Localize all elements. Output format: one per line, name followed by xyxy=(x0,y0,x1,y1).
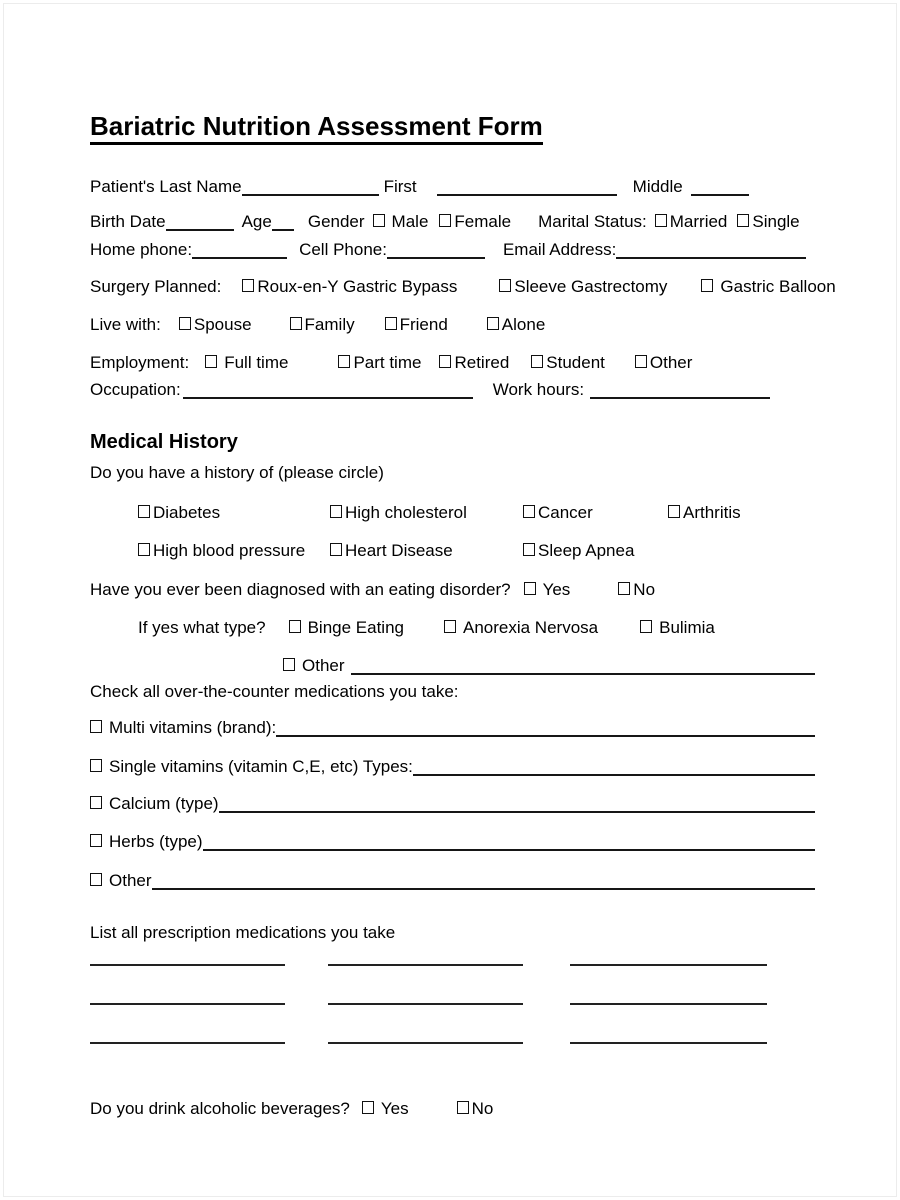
opt-multi-vitamins xyxy=(90,717,276,739)
otc-heading-row xyxy=(90,681,815,703)
employment-label: Employment: xyxy=(90,353,190,372)
eating-disorder-no-label: No xyxy=(633,580,656,599)
prescription-line[interactable] xyxy=(570,983,767,1005)
email-field[interactable] xyxy=(616,253,806,259)
surgery-label: Surgery Planned: xyxy=(90,277,222,296)
binge-eating-label: Binge Eating xyxy=(307,618,404,637)
checkbox-diabetes[interactable] xyxy=(138,505,150,518)
live-with-label: Live with: xyxy=(90,315,161,334)
high-blood-pressure-label: High blood pressure xyxy=(153,541,306,560)
prescription-line[interactable] xyxy=(90,944,285,966)
opt-sleeve-gastrectomy xyxy=(499,276,667,298)
otc-other-label: Other xyxy=(109,871,152,890)
diabetes-label: Diabetes xyxy=(153,503,221,522)
checkbox-sleep-apnea[interactable] xyxy=(523,543,535,556)
live-with-row xyxy=(90,314,815,336)
checkbox-bulimia[interactable] xyxy=(640,620,652,633)
cell-phone-label: Cell Phone: xyxy=(299,240,387,259)
alcohol-question: Do you drink alcoholic beverages? xyxy=(90,1099,350,1118)
work-hours-label: Work hours: xyxy=(492,380,585,399)
opt-diabetes xyxy=(138,502,330,524)
prescription-line[interactable] xyxy=(570,1022,767,1044)
first-name-label: First xyxy=(383,177,417,196)
high-cholesterol-label: High cholesterol xyxy=(345,503,467,522)
checkbox-friend[interactable] xyxy=(385,317,397,330)
opt-high-cholesterol xyxy=(330,502,523,524)
checkbox-married[interactable] xyxy=(655,214,667,227)
checkbox-full-time[interactable] xyxy=(205,355,217,368)
opt-retired xyxy=(439,352,509,374)
checkbox-roux-en-y[interactable] xyxy=(242,279,254,292)
occupation-field[interactable] xyxy=(183,393,473,399)
form-title: Bariatric Nutrition Assessment Form xyxy=(90,112,543,145)
calcium-label: Calcium (type) xyxy=(109,794,219,813)
arthritis-label: Arthritis xyxy=(683,503,741,522)
cancer-label: Cancer xyxy=(538,503,593,522)
alcohol-yes-label: Yes xyxy=(380,1099,409,1118)
female-label: Female xyxy=(454,212,512,231)
opt-high-blood-pressure xyxy=(138,540,330,562)
married-label: Married xyxy=(669,212,728,231)
birth-date-field[interactable] xyxy=(166,225,234,231)
disorder-type-row xyxy=(138,617,815,639)
checkbox-spouse[interactable] xyxy=(179,317,191,330)
opt-otc-other xyxy=(90,870,152,892)
conditions-row-2 xyxy=(138,540,815,562)
checkbox-alcohol-yes[interactable] xyxy=(362,1101,374,1114)
calcium-field[interactable] xyxy=(219,807,815,813)
opt-gastric-balloon xyxy=(701,276,835,298)
birth-row xyxy=(90,211,815,233)
otc-other-field[interactable] xyxy=(152,884,815,890)
middle-name-field[interactable] xyxy=(691,190,749,196)
sleeve-gastrectomy-label: Sleeve Gastrectomy xyxy=(514,277,668,296)
form-title-row xyxy=(90,112,815,145)
disorder-other-field[interactable] xyxy=(351,669,815,675)
prescription-line[interactable] xyxy=(328,1022,523,1044)
anorexia-nervosa-label: Anorexia Nervosa xyxy=(462,618,599,637)
otc-heading: Check all over-the-counter medications you take: xyxy=(90,682,459,701)
checkbox-binge-eating[interactable] xyxy=(289,620,301,633)
opt-student xyxy=(531,352,605,374)
opt-sleep-apnea xyxy=(523,540,634,562)
checkbox-male[interactable] xyxy=(373,214,385,227)
herbs-label: Herbs (type) xyxy=(109,832,203,851)
single-vitamins-field[interactable] xyxy=(413,770,815,776)
prescription-line[interactable] xyxy=(328,983,523,1005)
checkbox-single[interactable] xyxy=(737,214,749,227)
alcohol-row xyxy=(90,1098,815,1120)
herbs-field[interactable] xyxy=(203,845,815,851)
home-phone-label: Home phone: xyxy=(90,240,193,259)
otc-herbs-row xyxy=(90,831,815,853)
opt-single xyxy=(737,211,799,233)
birth-date-label: Birth Date xyxy=(90,212,166,231)
opt-arthritis xyxy=(668,502,741,524)
opt-family xyxy=(290,314,355,336)
full-time-label: Full time xyxy=(224,353,289,372)
checkbox-heart-disease[interactable] xyxy=(330,543,342,556)
alone-label: Alone xyxy=(501,315,546,334)
email-label: Email Address: xyxy=(502,240,617,259)
employment-other-label: Other xyxy=(649,353,693,372)
opt-cancer xyxy=(523,502,668,524)
employment-row xyxy=(90,352,815,374)
checkbox-student[interactable] xyxy=(531,355,543,368)
eating-disorder-row xyxy=(90,579,815,601)
prescription-line[interactable] xyxy=(90,1022,285,1044)
checkbox-otc-other[interactable] xyxy=(90,873,102,886)
checkbox-retired[interactable] xyxy=(439,355,451,368)
disorder-other-label: Other xyxy=(302,656,345,675)
opt-bulimia xyxy=(640,617,715,639)
checkbox-high-blood-pressure[interactable] xyxy=(138,543,150,556)
alcohol-no-label: No xyxy=(471,1099,494,1118)
prescription-row-2 xyxy=(90,983,815,1005)
opt-friend xyxy=(385,314,448,336)
opt-eating-disorder-yes xyxy=(524,579,571,601)
sleep-apnea-label: Sleep Apnea xyxy=(538,541,635,560)
prescription-line[interactable] xyxy=(328,944,523,966)
roux-en-y-label: Roux-en-Y Gastric Bypass xyxy=(257,277,458,296)
checkbox-arthritis[interactable] xyxy=(668,505,680,518)
last-name-field[interactable] xyxy=(242,190,379,196)
otc-calcium-row xyxy=(90,793,815,815)
opt-spouse xyxy=(179,314,252,336)
occupation-label: Occupation: xyxy=(90,380,181,399)
eating-disorder-yes-label: Yes xyxy=(542,580,571,599)
opt-part-time xyxy=(338,352,421,374)
part-time-label: Part time xyxy=(353,353,422,372)
middle-name-label: Middle xyxy=(632,177,683,196)
opt-single-vitamins xyxy=(90,756,413,778)
opt-binge-eating xyxy=(289,617,404,639)
opt-female xyxy=(439,211,511,233)
checkbox-cancer[interactable] xyxy=(523,505,535,518)
student-label: Student xyxy=(546,353,605,372)
opt-heart-disease xyxy=(330,540,523,562)
checkbox-alone[interactable] xyxy=(487,317,499,330)
male-label: Male xyxy=(391,212,429,231)
single-label: Single xyxy=(752,212,800,231)
checkbox-employment-other[interactable] xyxy=(635,355,647,368)
opt-anorexia-nervosa xyxy=(444,617,598,639)
eating-disorder-question: Have you ever been diagnosed with an eating disorder? xyxy=(90,580,511,599)
single-vitamins-label: Single vitamins (vitamin C,E, etc) Types: xyxy=(109,757,413,776)
multi-vitamins-field[interactable] xyxy=(276,731,815,737)
checkbox-disorder-other[interactable] xyxy=(283,658,295,671)
opt-roux-en-y xyxy=(242,276,457,298)
family-label: Family xyxy=(304,315,355,334)
cell-phone-field[interactable] xyxy=(387,253,485,259)
checkbox-gastric-balloon[interactable] xyxy=(701,279,713,292)
medical-history-heading: Medical History xyxy=(90,431,238,453)
first-name-field[interactable] xyxy=(437,190,617,196)
prescription-row-1 xyxy=(90,944,815,966)
prescription-row-3 xyxy=(90,1022,815,1044)
opt-alone xyxy=(487,314,545,336)
spouse-label: Spouse xyxy=(193,315,252,334)
work-hours-field[interactable] xyxy=(590,393,770,399)
opt-disorder-other xyxy=(283,655,345,677)
prescription-line[interactable] xyxy=(90,983,285,1005)
checkbox-alcohol-no[interactable] xyxy=(457,1101,469,1114)
opt-male xyxy=(373,211,429,233)
last-name-label: Patient's Last Name xyxy=(90,177,242,196)
history-intro: Do you have a history of (please circle) xyxy=(90,463,384,482)
checkbox-part-time[interactable] xyxy=(338,355,350,368)
opt-full-time xyxy=(205,352,288,374)
gastric-balloon-label: Gastric Balloon xyxy=(720,277,836,296)
otc-multi-vitamins-row xyxy=(90,717,815,739)
surgery-row xyxy=(90,276,836,298)
gender-label: Gender xyxy=(307,212,365,231)
checkbox-sleeve-gastrectomy[interactable] xyxy=(499,279,511,292)
checkbox-high-cholesterol[interactable] xyxy=(330,505,342,518)
opt-herbs xyxy=(90,831,203,853)
disorder-type-label: If yes what type? xyxy=(138,618,266,637)
home-phone-field[interactable] xyxy=(192,253,287,259)
checkbox-eating-disorder-no[interactable] xyxy=(618,582,630,595)
contact-row xyxy=(90,239,815,261)
history-intro-row xyxy=(90,462,815,484)
checkbox-female[interactable] xyxy=(439,214,451,227)
checkbox-calcium[interactable] xyxy=(90,796,102,809)
prescription-line[interactable] xyxy=(570,944,767,966)
multi-vitamins-label: Multi vitamins (brand): xyxy=(109,718,277,737)
checkbox-anorexia-nervosa[interactable] xyxy=(444,620,456,633)
patient-name-row xyxy=(90,176,815,198)
bulimia-label: Bulimia xyxy=(659,618,715,637)
occupation-row xyxy=(90,379,815,401)
opt-alcohol-no xyxy=(457,1098,494,1120)
checkbox-single-vitamins[interactable] xyxy=(90,759,102,772)
age-label: Age xyxy=(241,212,272,231)
age-field[interactable] xyxy=(272,225,294,231)
marital-status-label: Marital Status: xyxy=(538,212,647,231)
heart-disease-label: Heart Disease xyxy=(345,541,453,560)
opt-alcohol-yes xyxy=(362,1098,409,1120)
otc-single-vitamins-row xyxy=(90,756,815,778)
disorder-other-row xyxy=(283,655,815,677)
opt-calcium xyxy=(90,793,219,815)
otc-other-row xyxy=(90,870,815,892)
checkbox-eating-disorder-yes[interactable] xyxy=(524,582,536,595)
checkbox-herbs[interactable] xyxy=(90,834,102,847)
prescriptions-heading-row xyxy=(90,922,815,944)
checkbox-family[interactable] xyxy=(290,317,302,330)
checkbox-multi-vitamins[interactable] xyxy=(90,720,102,733)
form-content xyxy=(90,0,836,1120)
friend-label: Friend xyxy=(399,315,448,334)
opt-eating-disorder-no xyxy=(618,579,655,601)
opt-employment-other xyxy=(635,352,693,374)
opt-married xyxy=(655,211,728,233)
prescriptions-heading: List all prescription medications you take xyxy=(90,923,396,942)
retired-label: Retired xyxy=(454,353,510,372)
conditions-row-1 xyxy=(138,502,815,524)
